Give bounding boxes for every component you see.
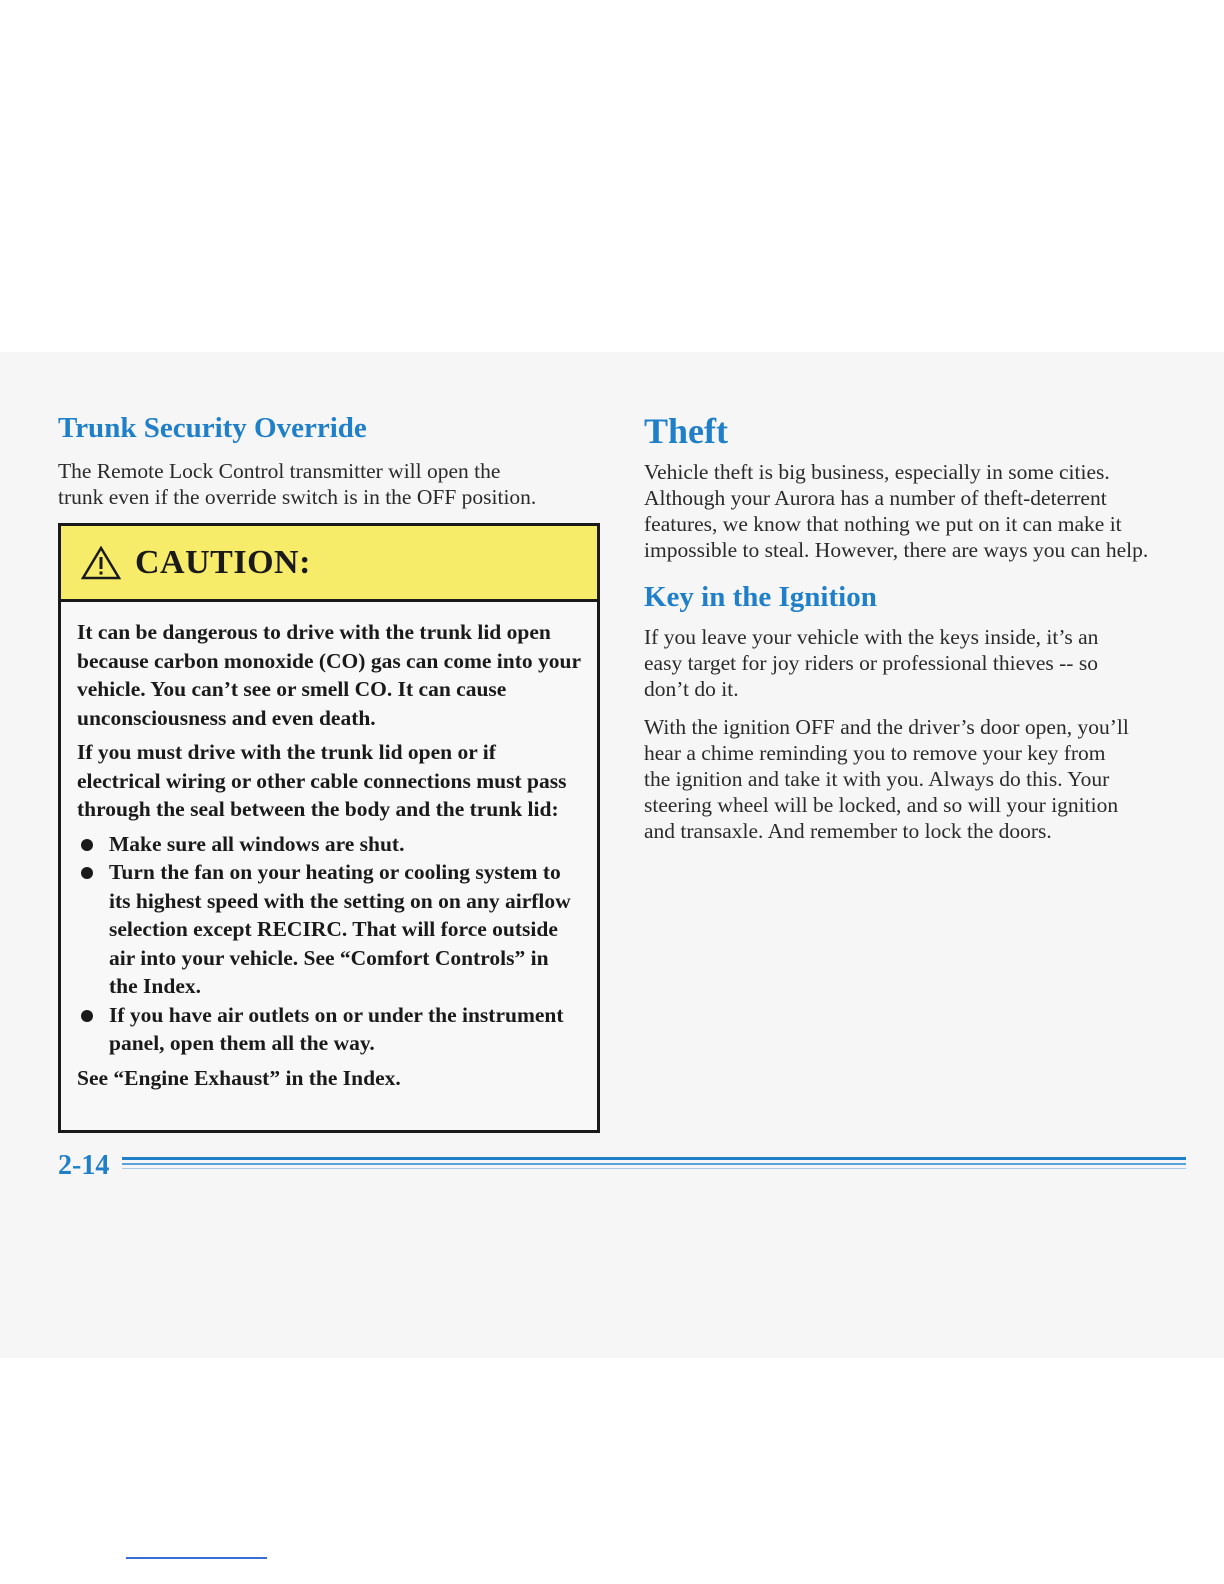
theft-line: Although your Aurora has a number of theft-deterrent bbox=[644, 486, 1107, 510]
caution-box bbox=[58, 523, 600, 1133]
footer-link-underline[interactable] bbox=[126, 1557, 267, 1559]
warning-triangle-icon bbox=[81, 545, 121, 581]
theft-heading: Theft bbox=[644, 411, 728, 451]
theft-line: features, we know that nothing we put on it can make it bbox=[644, 512, 1122, 536]
bullet-icon bbox=[81, 839, 93, 851]
key-ignition-heading: Key in the Ignition bbox=[644, 581, 877, 613]
key-para2-line: the ignition and take it with you. Always do this. Your bbox=[644, 767, 1110, 791]
caution-bullet-list bbox=[77, 830, 581, 1058]
trunk-security-heading: Trunk Security Override bbox=[58, 412, 367, 444]
caution-header bbox=[61, 526, 597, 602]
list-item: Turn the fan on your heating or cooling system to its highest speed with the setting on on any airflow selection except RECIRC. That will force outside air into your vehicle. See “Comfort Controls” in the Index. bbox=[77, 858, 581, 1001]
footer-rule bbox=[122, 1157, 1186, 1160]
key-para2-line: and transaxle. And remember to lock the doors. bbox=[644, 819, 1052, 843]
page-number: 2-14 bbox=[58, 1150, 110, 1181]
caution-body bbox=[61, 602, 597, 1092]
intro-line-1: The Remote Lock Control transmitter will open the bbox=[58, 459, 501, 483]
bullet-icon bbox=[81, 867, 93, 879]
bullet-icon bbox=[81, 1010, 93, 1022]
key-para2-line: hear a chime reminding you to remove your key from bbox=[644, 741, 1106, 765]
list-item: If you have air outlets on or under the instrument panel, open them all the way. bbox=[77, 1001, 581, 1058]
key-para1-line: easy target for joy riders or professional thieves -- so bbox=[644, 651, 1098, 675]
key-para2-line: With the ignition OFF and the driver’s door open, you’ll bbox=[644, 715, 1129, 739]
key-para1-line: don’t do it. bbox=[644, 677, 739, 701]
caution-title: CAUTION: bbox=[135, 543, 311, 581]
key-para1-line: If you leave your vehicle with the keys inside, it’s an bbox=[644, 625, 1099, 649]
theft-line: Vehicle theft is big business, especially in some cities. bbox=[644, 460, 1110, 484]
caution-footer-reference: See “Engine Exhaust” in the Index. bbox=[77, 1065, 401, 1090]
key-para2-line: steering wheel will be locked, and so will your ignition bbox=[644, 793, 1119, 817]
caution-paragraph-1: It can be dangerous to drive with the trunk lid open because carbon monoxide (CO) gas can come into your vehicle. You can’t see or smell CO. It can cause unconsciousness and even death. bbox=[77, 620, 581, 730]
footer-rule bbox=[122, 1163, 1186, 1165]
intro-line-2: trunk even if the override switch is in the OFF position. bbox=[58, 485, 537, 509]
footer-rule bbox=[122, 1168, 1186, 1169]
caution-paragraph-2: If you must drive with the trunk lid open or if electrical wiring or other cable connections must pass through the seal between the body and the trunk lid: bbox=[77, 740, 567, 821]
theft-line: impossible to steal. However, there are ways you can help. bbox=[644, 538, 1149, 562]
list-item: Make sure all windows are shut. bbox=[77, 830, 581, 859]
